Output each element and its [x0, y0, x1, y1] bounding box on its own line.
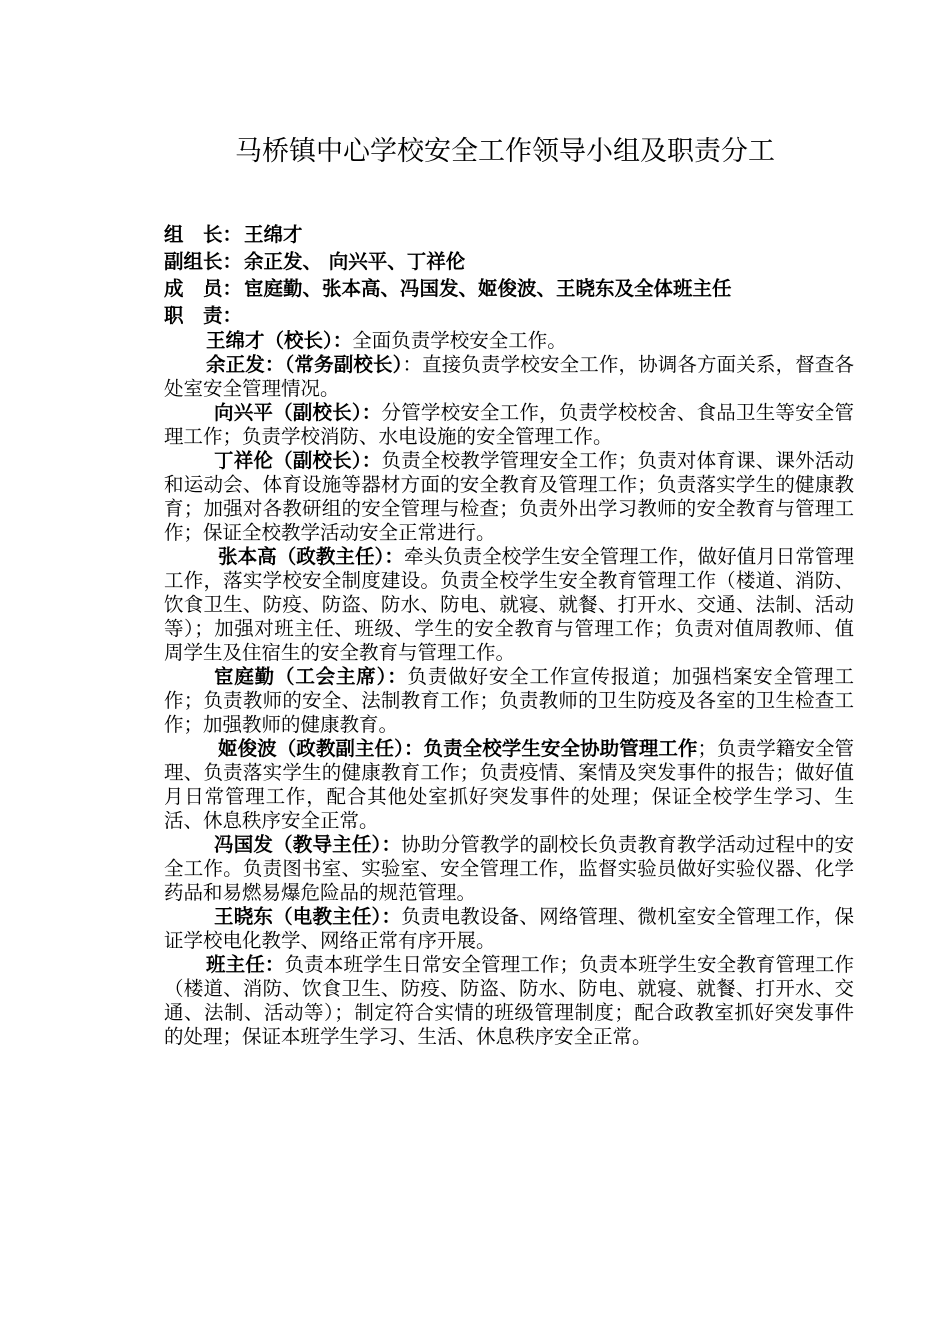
document-body — [164, 221, 854, 1049]
header-label: 组 长： — [164, 223, 243, 246]
header-line-duties — [164, 302, 854, 329]
duty-text: 协助分管教学的副校长负责教育教学活动过程中的安全工作。负责图书室、实验室、安全管理工作，监督实验员做好实验仪器、化学药品和易燃易爆危险品的规范管理。 — [164, 833, 854, 904]
duty-text: 负责全校教学管理安全工作；负责对体育课、课外活动和运动会、体育设施等器材方面的安全教育及管理工作；负责落实学生的健康教育；加强对各教研组的安全管理与检查；负责外出学习教师的安全教育与管理工作；保证全校教学活动安全正常进行。 — [164, 449, 854, 544]
header-line-deputy — [164, 248, 854, 275]
duty-paragraph — [164, 329, 854, 353]
header-line-members — [164, 275, 854, 302]
duty-text: 全面负责学校安全工作。 — [352, 329, 567, 352]
duty-name: 王绵才（校长）： — [206, 329, 353, 352]
duty-text: 分管学校安全工作，负责学校校舍、食品卫生等安全管理工作；负责学校消防、水电设施的安全管理工作。 — [164, 401, 854, 448]
duty-text: 负责做好安全工作宣传报道；加强档案安全管理工作；负责教师的安全、法制教育工作；负责教师的卫生防疫及各室的卫生检查工作；加强教师的健康教育。 — [164, 665, 854, 736]
duty-name: 向兴平（副校长）： — [214, 401, 382, 424]
duty-name: 班主任： — [206, 953, 285, 976]
header-label: 副组长： — [164, 250, 243, 273]
duty-text: 负责电教设备、网络管理、微机室安全管理工作，保证学校电化教学、网络正常有序开展。 — [164, 905, 854, 952]
duty-text: ：直接负责学校安全工作，协调各方面关系，督查各处室安全管理情况。 — [164, 353, 854, 400]
duty-name: 姬俊波（政教副主任）：负责全校学生安全协助管理工作 — [218, 737, 698, 760]
duty-name: 王晓东（电教主任）： — [214, 905, 402, 928]
document-title: 马桥镇中心学校安全工作领导小组及职责分工 — [235, 136, 775, 167]
duty-name: 宦庭勤（工会主席）： — [214, 665, 408, 688]
duty-paragraph — [164, 401, 854, 449]
header-value: 王绵才 — [244, 223, 303, 246]
duty-paragraph — [164, 833, 854, 905]
duty-paragraph — [164, 737, 854, 833]
duty-name: 丁祥伦（副校长）： — [214, 449, 382, 472]
duty-paragraph — [164, 905, 854, 953]
header-value: 余正发、 向兴平、丁祥伦 — [244, 250, 466, 273]
header-label: 职 责： — [164, 304, 243, 327]
duty-paragraph — [164, 545, 854, 665]
duty-name: 余正发：（常务副校长） — [206, 353, 403, 376]
duty-name: 张本高（政教主任）： — [218, 545, 404, 568]
header-line-leader — [164, 221, 854, 248]
duty-name: 冯国发（教导主任）： — [214, 833, 402, 856]
duty-paragraph — [164, 353, 854, 401]
duty-text: 负责本班学生日常安全管理工作；负责本班学生安全教育管理工作（楼道、消防、饮食卫生、防疫、防盗、防水、防电、就寝、就餐、打开水、交通、法制、活动等）；制定符合实情的班级管理制度；配合政教室抓好突发事件的处理；保证本班学生学习、生活、休息秩序安全正常。 — [164, 953, 854, 1048]
duty-paragraph — [164, 449, 854, 545]
duty-paragraph — [164, 953, 854, 1049]
duty-paragraph — [164, 665, 854, 737]
duty-text: ；负责学籍安全管理、负责落实学生的健康教育工作；负责疫情、案情及突发事件的报告；做好值月日常管理工作，配合其他处室抓好突发事件的处理；保证全校学生学习、生活、休息秩序安全正常。 — [164, 737, 854, 832]
header-value: 宦庭勤、张本高、冯国发、姬俊波、王晓东及全体班主任 — [244, 277, 732, 300]
header-label: 成 员： — [164, 277, 243, 300]
duty-text: 牵头负责全校学生安全管理工作，做好值月日常管理工作，落实学校安全制度建设。负责全校学生安全教育管理工作（楼道、消防、饮食卫生、防疫、防盗、防水、防电、就寝、就餐、打开水、交通、法制、活动等）；加强对班主任、班级、学生的安全教育与管理工作；负责对值周教师、值周学生及住宿生的安全教育与管理工作。 — [164, 545, 854, 664]
